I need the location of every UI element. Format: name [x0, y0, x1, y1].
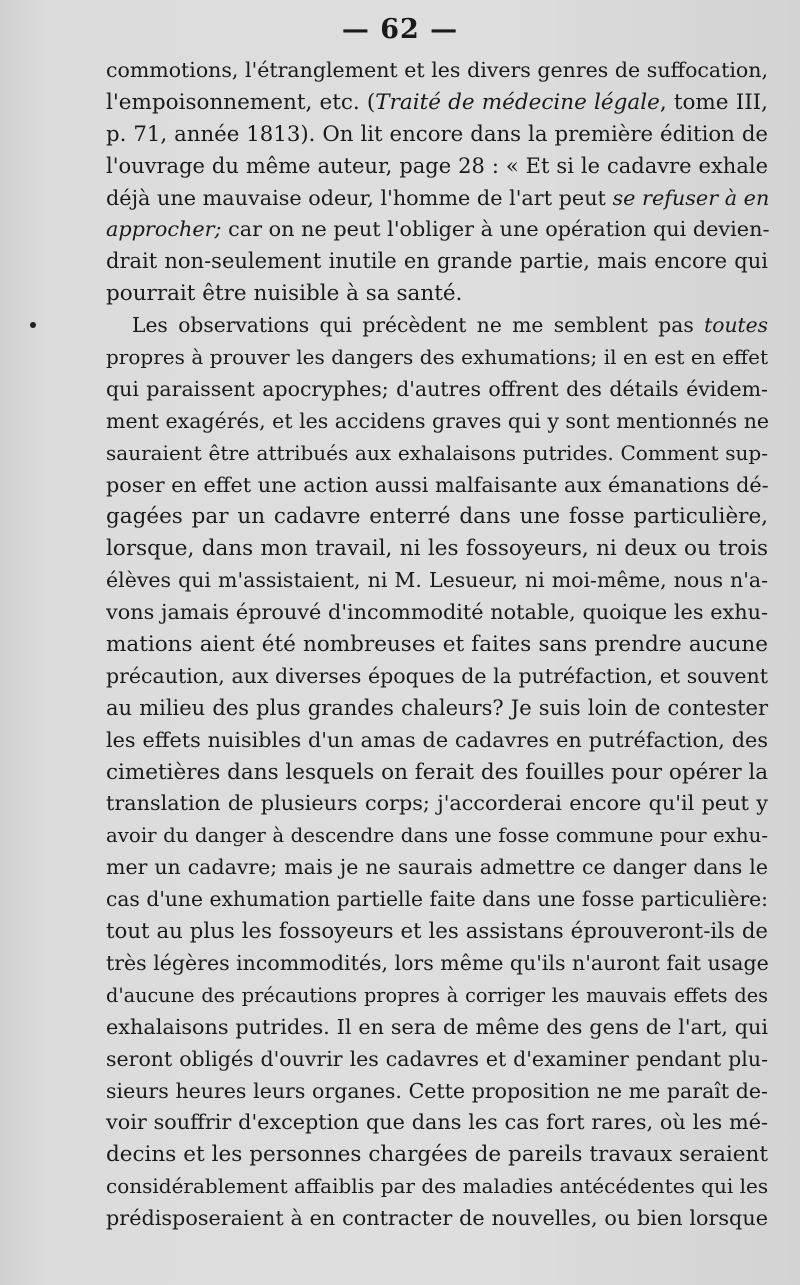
italic-phrase: se refuser à en — [612, 185, 770, 210]
text-line: l'ouvrage du même auteur, page 28 : « Et si le cadavre exhale — [106, 153, 768, 178]
italic-phrase: approcher; — [106, 217, 222, 242]
text-line: commotions, l'étranglement et les divers genres de suffocation, — [106, 58, 768, 82]
text-line: sauraient être attribués aux exhalaisons putrides. Comment sup- — [106, 440, 768, 465]
text-line: avoir du danger à descendre dans une fosse commune pour exhu- — [106, 824, 768, 848]
text-line: seront obligés d'ouvrir les cadavres et d'examiner pendant plu- — [106, 1046, 768, 1071]
text-line: mer un cadavre; mais je ne saurais admettre ce danger dans le — [106, 855, 768, 880]
text-line: cimetières dans lesquels on ferait des fouilles pour opérer la — [106, 759, 769, 785]
margin-dot-mark — [30, 322, 36, 328]
italic-word: toutes — [704, 313, 768, 338]
text-line: exhalaisons putrides. Il en sera de même des gens de l'art, qui — [106, 1014, 768, 1039]
text-line: approcher; car on ne peut l'obliger à une opération qui devien- — [106, 217, 770, 242]
text-line: cas d'une exhumation partielle faite dans une fosse particulière: — [106, 887, 768, 912]
text-line: considérablement affaiblis par des maladies antécédentes qui les — [106, 1174, 769, 1199]
text-line: élèves qui m'assistaient, ni M. Lesueur, ni moi-même, nous n'a- — [106, 568, 768, 593]
text-line: précaution, aux diverses époques de la putréfaction, et souvent — [106, 663, 768, 688]
text-line: p. 71, année 1813). On lit encore dans la première édition de — [106, 121, 768, 147]
italic-title: Traité de médecine légale — [375, 89, 660, 115]
page-number: — 62 — — [341, 14, 459, 45]
text-line: sieurs heures leurs organes. Cette proposition ne me paraît de- — [106, 1078, 768, 1103]
text-line: propres à prouver les dangers des exhumations; il en est en effet — [106, 345, 768, 370]
text-line: lorsque, dans mon travail, ni les fossoyeurs, ni deux ou trois — [106, 536, 768, 562]
text-line: d'aucune des précautions propres à corriger les mauvais effets des — [106, 983, 768, 1007]
body-text — [106, 55, 768, 1235]
text-line: prédisposeraient à en contracter de nouvelles, ou bien lorsque — [106, 1206, 768, 1231]
text-line: au milieu des plus grandes chaleurs? Je suis loin de contester — [106, 695, 768, 720]
text-line: qui paraissent apocryphes; d'autres offrent des détails évidem- — [106, 376, 768, 401]
text-line: voir souffrir d'exception que dans les cas fort rares, où les mé- — [106, 1110, 768, 1135]
text-line: déjà une mauvaise odeur, l'homme de l'art peut se refuser à en — [106, 185, 770, 210]
text-line: très légères incommodités, lors même qu'ils n'auront fait usage — [106, 950, 769, 975]
text-line: vons jamais éprouvé d'incommodité notable, quoique les exhu- — [106, 600, 768, 625]
text-line: decins et les personnes chargées de pareils travaux seraient — [106, 1142, 768, 1168]
text-line: mations aient été nombreuses et faites sans prendre aucune — [106, 632, 768, 658]
text-line: poser en effet une action aussi malfaisante aux émanations dé- — [106, 472, 769, 497]
text-line: translation de plusieurs corps; j'accorderai encore qu'il peut y — [106, 791, 768, 816]
text-line: tout au plus les fossoyeurs et les assistans éprouveront-ils de — [106, 919, 768, 945]
text-line: pourrait être nuisible à sa santé. — [106, 281, 463, 307]
text-line: ment exagérés, et les accidens graves qui y sont mentionnés ne — [106, 408, 770, 433]
text-line: drait non-seulement inutile en grande partie, mais encore qui — [106, 249, 768, 274]
text-line: les effets nuisibles d'un amas de cadavres en putréfaction, des — [106, 727, 768, 752]
text-line: gagées par un cadavre enterré dans une fosse particulière, — [106, 504, 768, 530]
text-line: Les observations qui précèdent ne me semblent pas toutes — [132, 313, 768, 338]
text-line: l'empoisonnement, etc. (Traité de médecine légale, tome III, — [106, 89, 769, 115]
